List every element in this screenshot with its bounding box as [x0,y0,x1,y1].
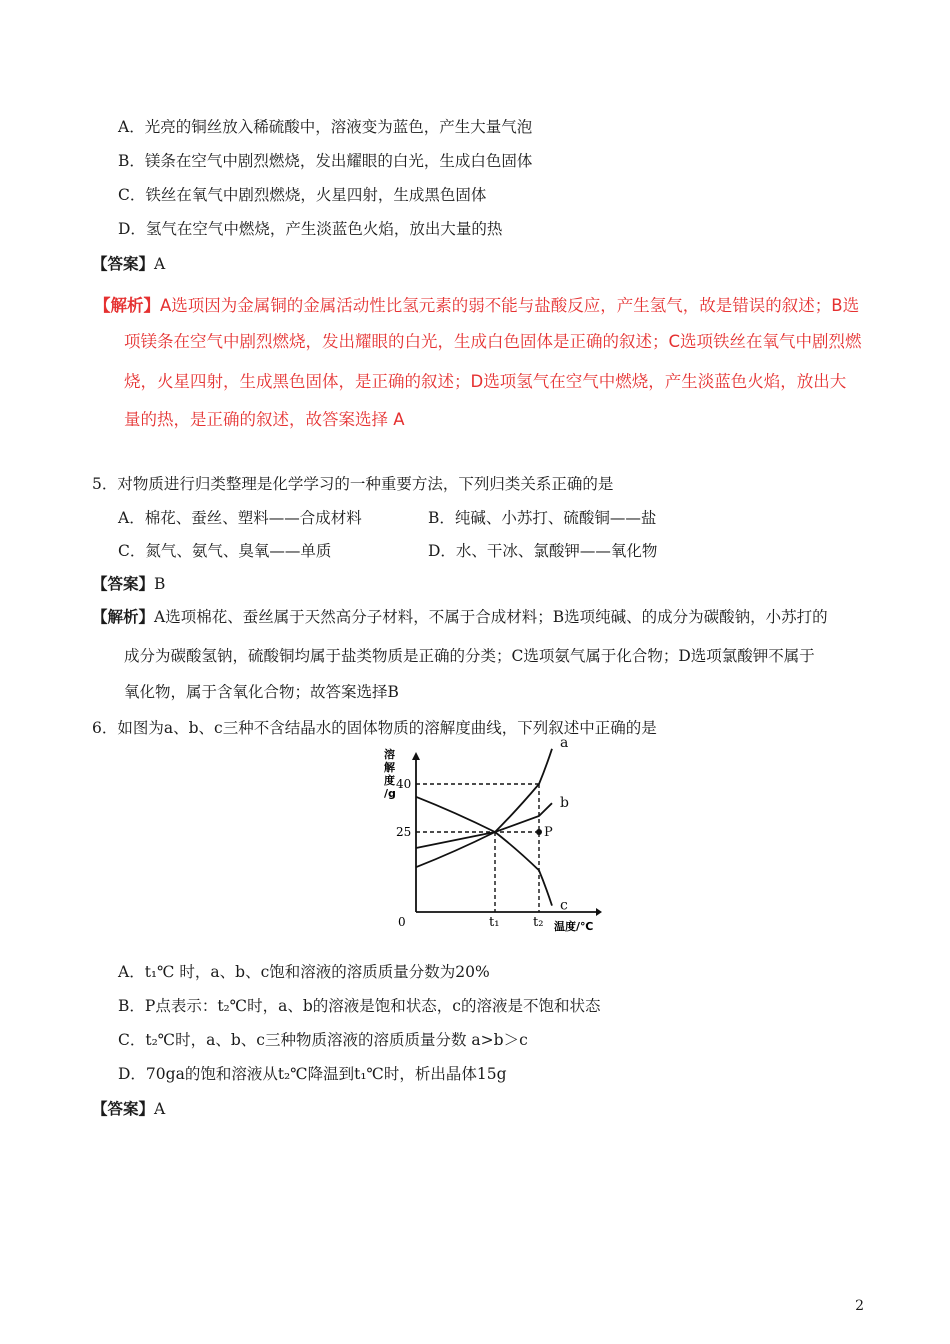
q4-analysis-line-1 [94,296,859,316]
point-p [536,829,542,835]
page-number: 2 [855,1298,864,1314]
x-tick-t2: t₂ [533,915,544,930]
analysis-label: 【解析】 [92,607,155,626]
q5-analysis-line-3: 氧化物，属于含氧化合物；故答案选择B [124,683,399,701]
analysis-label: 【解析】 [94,296,160,315]
q4-option-b: B．镁条在空气中剧烈燃烧，发出耀眼的白光，生成白色固体 [118,152,533,170]
answer-label: 【答案】 [92,254,155,273]
q5-analysis-line-1 [92,607,828,627]
q5-answer [92,574,165,594]
q5-option-b: B．纯碱、小苏打、硫酸铜——盐 [428,509,657,527]
answer-value: A [154,255,166,273]
q4-answer [92,254,165,274]
q6-option-d: D．70ga的饱和溶液从t₂℃降温到t₁℃时，析出晶体15g [118,1065,507,1083]
answer-label: 【答案】 [92,1099,155,1118]
q4-analysis-line-3: 烧，火星四射，生成黑色固体，是正确的叙述；D选项氢气在空气中燃烧，产生淡蓝色火焰，放出大 [124,372,847,391]
q4-analysis-line-4: 量的热，是正确的叙述，故答案选择 A [124,410,405,429]
q5-option-a: A．棉花、蚕丝、塑料——合成材料 [118,509,362,527]
q6-stem: 6．如图为a、b、c三种不含结晶水的固体物质的溶解度曲线，下列叙述中正确的是 [92,719,657,737]
answer-value: A [154,1100,166,1118]
x-axis-arrow [596,908,602,916]
q5-option-d: D．水、干冰、氯酸钾——氧化物 [428,542,658,560]
q5-stem: 5．对物质进行归类整理是化学学习的一种重要方法，下列归类关系正确的是 [92,475,614,493]
x-tick-t1: t₁ [489,915,500,930]
q4-analysis-line-2: 项镁条在空气中剧烈燃烧，发出耀眼的白光，生成白色固体是正确的叙述；C选项铁丝在氧气中剧烈燃 [124,332,862,351]
q6-option-b: B．P点表示：t₂℃时，a、b的溶液是饱和状态，c的溶液是不饱和状态 [118,997,601,1015]
series-label-b: b [560,795,569,812]
y-axis-arrow [412,752,420,760]
q6-option-a: A．t₁℃ 时，a、b、c饱和溶液的溶质质量分数为20% [118,963,490,981]
origin-label: 0 [398,915,406,929]
answer-label: 【答案】 [92,574,155,593]
q4-option-d: D．氢气在空气中燃烧，产生淡蓝色火焰，放出大量的热 [118,220,503,238]
q6-option-c: C．t₂℃时，a、b、c三种物质溶液的溶质质量分数 a>b＞c [118,1031,528,1049]
series-line-a [416,749,552,867]
series-line-b [416,803,552,848]
q4-option-c: C．铁丝在氧气中剧烈燃烧，火星四射，生成黑色固体 [118,186,487,204]
series-label-c: c [560,897,568,914]
y-axis-label: 溶解度/g [384,748,396,800]
series-label-a: a [560,734,569,751]
solubility-chart [370,734,602,934]
analysis-text: A选项棉花、蚕丝属于天然高分子材料，不属于合成材料；B选项纯碱、的成分为碳酸钠，小苏打的 [154,608,828,626]
series-line-c [416,797,552,906]
q5-option-c: C．氮气、氨气、臭氧——单质 [118,542,332,560]
answer-value: B [154,575,166,593]
chart-plot-area [384,735,602,933]
y-tick-40: 40 [396,777,412,791]
q4-option-a: A．光亮的铜丝放入稀硫酸中，溶液变为蓝色，产生大量气泡 [118,118,533,136]
q5-analysis-line-2: 成分为碳酸氢钠，硫酸铜均属于盐类物质是正确的分类；C选项氨气属于化合物；D选项氯酸钾不属于 [124,647,815,665]
analysis-text: A选项因为金属铜的金属活动性比氢元素的弱不能与盐酸反应，产生氢气，故是错误的叙述；B选 [160,296,860,315]
y-tick-25: 25 [396,825,412,839]
q6-answer [92,1099,165,1119]
x-axis-label: 温度/℃ [554,920,594,933]
point-p-label: P [544,825,553,840]
